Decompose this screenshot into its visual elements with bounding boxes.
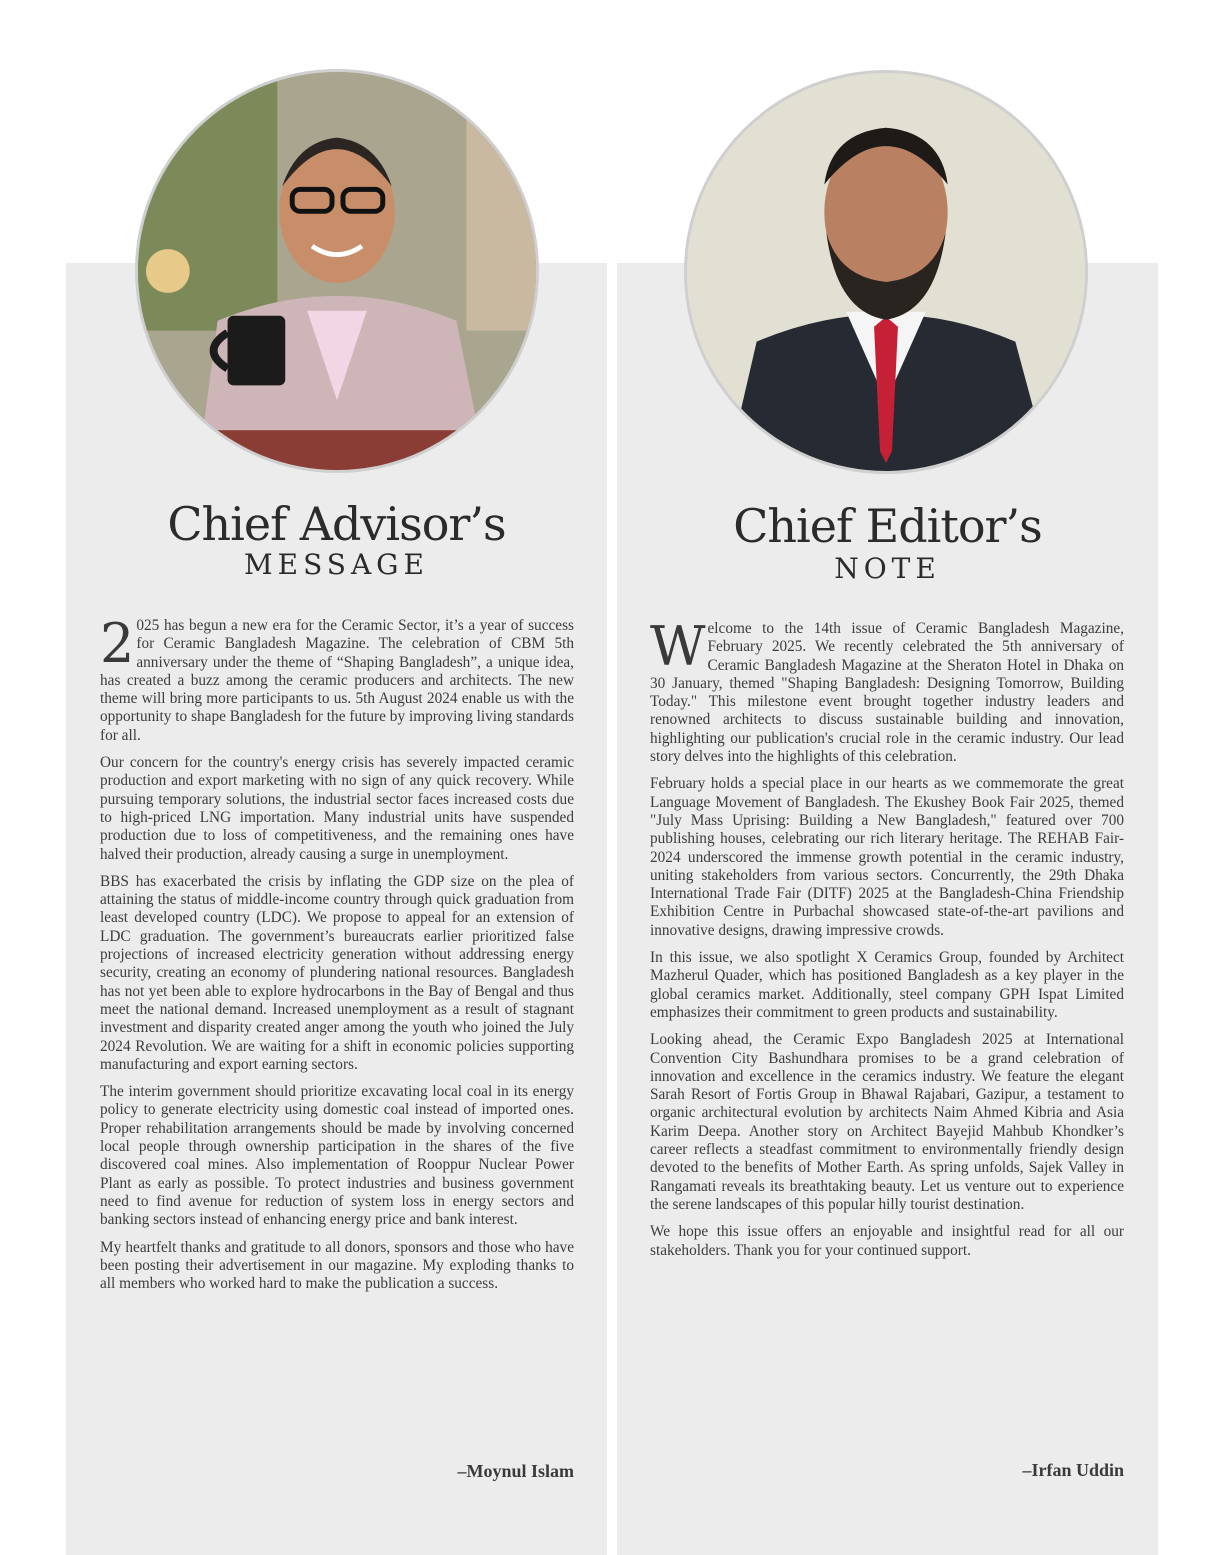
drop-cap: W [650,615,706,678]
editor-signature: –Irfan Uddin [1022,1460,1124,1480]
paragraph: BBS has exacerbated the crisis by inflating the GDP size on the plea of attaining the status of middle-income country through quick graduation from least developed country (LDC). We propose to appeal for an extension of LDC graduation. The government’s bureaucrats earlier prioritized false projections of increased electricity generation without addressing energy security, creating an economy of plundering national resources. Bangladesh has not yet been able to explore hydrocarbons in the Bay of Bengal and thus meet the national demand. Increased unemployment as a result of stagnant investment and disparity created anger among the youth who joined the July 2024 Revolution. We are waiting for a shift in economic policies supporting manufacturing and export earning sectors. [100,872,574,1073]
paragraph: February holds a special place in our hearts as we commemorate the great Language Movement of Bangladesh. The Ekushey Book Fair 2025, themed "July Mass Uprising: Building a New Bangladesh," featured over 700 publishing houses, celebrating our rich literary heritage. The REHAB Fair-2024 underscored the immense growth potential in the ceramic industry, uniting stakeholders from various sectors. Concurrently, the 29th Dhaka International Trade Fair (DITF) 2025 at the Bangladesh-China Friendship Exhibition Centre in Purbachal showcased state-of-the-art pavilions and innovative designs, drawing impressive crowds. [650,775,1124,939]
editor-note-body [650,615,1124,1269]
paragraph: Looking ahead, the Ceramic Expo Bangladesh 2025 at International Convention City Bashundhara promises to be a grand celebration of innovation and excellence in the ceramics industry. We feature the elegant Sarah Resort of Fortis Group in Bhawal Rajabari, Gazipur, a testament to organic architectural evolution by architects Naim Ahmed Kibria and Asia Karim Deepa. Another story on Architect Bayejid Mahbub Khondker’s career reflects a steadfast commitment to environmentally friendly design devoted to the benefits of Mother Earth. As spring unfolds, Sajek Valley in Rangamati reveals its breathtaking beauty. Let us venture out to experience the serene landscapes of this popular hilly tourist destination. [650,1031,1124,1213]
advisor-title: Chief Advisor’s [167,497,506,551]
advisor-subtitle: MESSAGE [243,548,429,581]
paragraph: Our concern for the country's energy crisis has severely impacted ceramic production and export marketing with no sign of any quick recovery. While pursuing temporary solutions, the industrial sector faces increased costs due to high-priced LNG importation. Many industrial units have suspended production due to loss of competitiveness, and the remaining ones have halved their production, already causing a surge in unemployment. [100,754,574,863]
paragraph: In this issue, we also spotlight X Ceramics Group, founded by Architect Mazherul Quader, which has positioned Bangladesh as a key player in the global ceramics market. Additionally, steel company GPH Ispat Limited emphasizes their commitment to green products and sustainability. [650,949,1124,1021]
paragraph: The interim government should prioritize excavating local coal in its energy policy to generate electricity using domestic coal instead of imported ones. Proper rehabilitation arrangements should be made by involving concerned local people through ownership participation in the shares of the five discovered coal mines. Also implementation of Rooppur Nuclear Power Plant as early as possible. To protect industries and business government need to find avenue for reduction of system loss in energy sectors and banking sectors instead of enhancing energy price and bank interest. [100,1083,574,1229]
advisor-message-body [100,612,574,1302]
editor-title: Chief Editor’s [733,499,1042,553]
paragraph: Welcome to the 14th issue of Ceramic Bangladesh Magazine, February 2025. We recently celebrated the 5th anniversary of Ceramic Bangladesh Magazine at the Sheraton Hotel in Dhaka on 30 January, themed "Shaping Bangladesh: Designing Tomorrow, Building Today." This milestone event brought together industry leaders and renowned architects to discuss sustainable building and innovation, highlighting our publication's crucial role in the ceramic industry. Our lead story delves into the highlights of this celebration. [650,615,1124,766]
advisor-signature: –Moynul Islam [457,1461,574,1481]
editor-subtitle: NOTE [834,552,941,585]
editor-portrait [684,70,1088,474]
paragraph: My heartfelt thanks and gratitude to all donors, sponsors and those who have been posting their advertisement in our magazine. My exploding thanks to all members who worked hard to make the publication a success. [100,1238,574,1293]
drop-cap: 2 [100,612,135,675]
paragraph: We hope this issue offers an enjoyable and insightful read for all our stakeholders. Thank you for your continued support. [650,1223,1124,1259]
advisor-portrait [135,69,539,473]
paragraph: 2 025 has begun a new era for the Ceramic Sector, it’s a year of success for Ceramic Bangladesh Magazine. The celebration of CBM 5th anniversary under the theme of “Shaping Bangladesh”, a unique idea, has created a buzz among the ceramic producers and architects. The new theme will bring more participants to us. 5th August 2024 enable us with the opportunity to shape Bangladesh for the future by improving living standards for all. [100,612,574,744]
